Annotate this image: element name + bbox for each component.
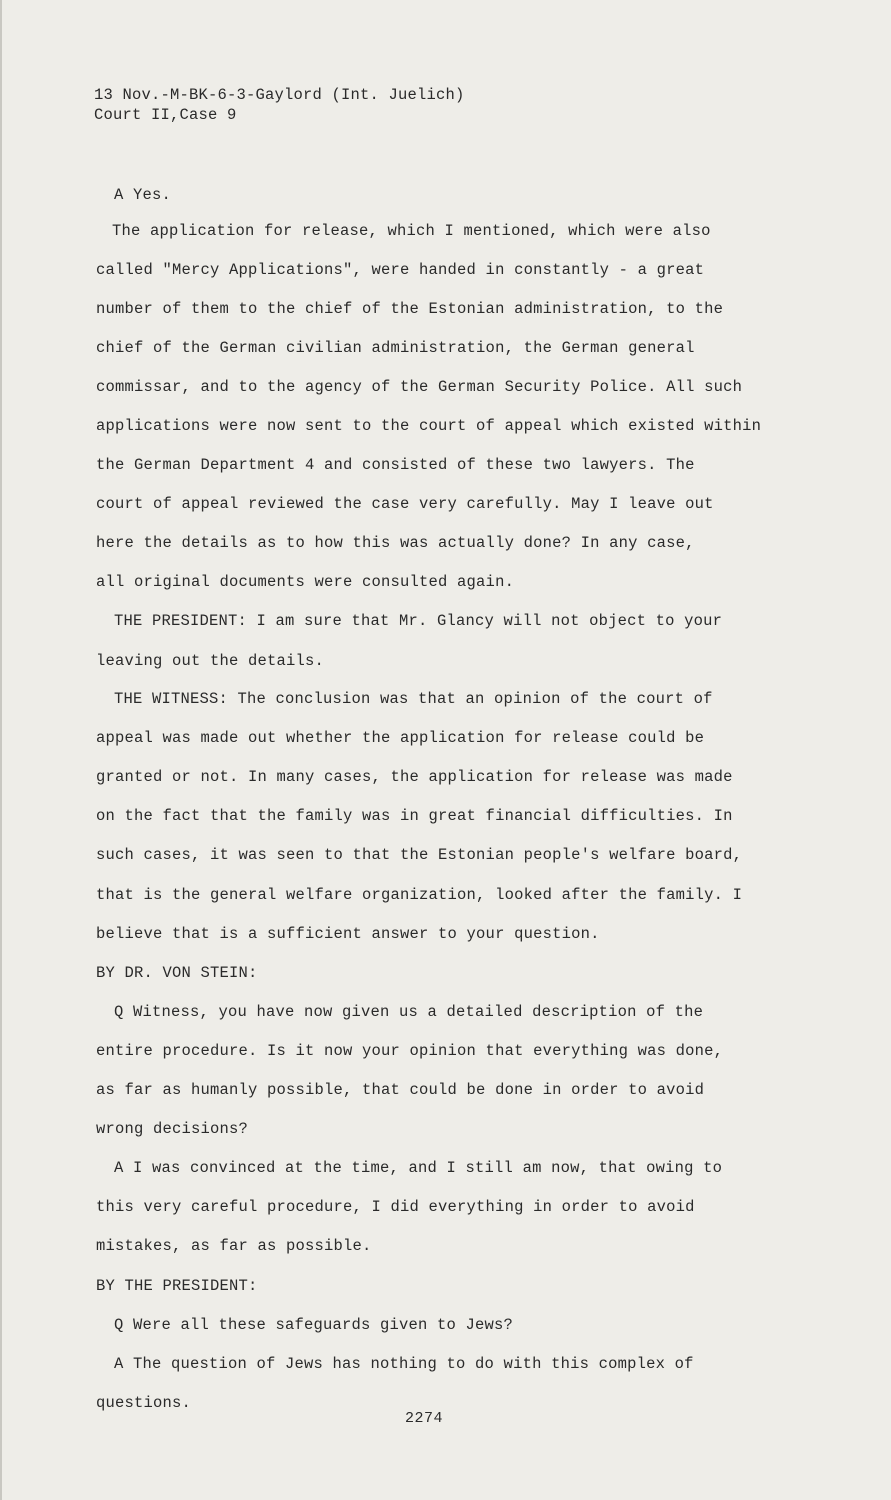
body-line: The application for release, which I mentioned, which were also xyxy=(112,222,711,240)
examiner-heading: BY DR. VON STEIN: xyxy=(96,964,258,982)
body-line: believe that is a sufficient answer to your question. xyxy=(96,925,600,943)
answer-line: A The question of Jews has nothing to do with this complex of xyxy=(114,1355,694,1373)
page-number: 2274 xyxy=(405,1410,444,1427)
answer-line: A I was convinced at the time, and I still am now, that owing to xyxy=(114,1159,723,1177)
question-line: Q Witness, you have now given us a detailed description of the xyxy=(114,1003,704,1021)
header-court-line: Court II,Case 9 xyxy=(94,106,237,124)
question-line: Q Were all these safeguards given to Jews? xyxy=(114,1316,514,1334)
examiner-heading: BY THE PRESIDENT: xyxy=(96,1277,258,1295)
body-line: appeal was made out whether the application for release could be xyxy=(96,729,705,747)
body-line: such cases, it was seen to that the Estonian people's welfare board, xyxy=(96,846,743,864)
body-line: called "Mercy Applications", were handed in constantly - a great xyxy=(96,261,705,279)
body-line: number of them to the chief of the Estonian administration, to the xyxy=(96,300,724,318)
answer-line: A Yes. xyxy=(114,186,172,204)
body-line: questions. xyxy=(96,1394,192,1412)
witness-speech-line: THE WITNESS: The conclusion was that an opinion of the court of xyxy=(114,690,713,708)
body-line: leaving out the details. xyxy=(96,652,325,670)
body-line: commissar, and to the agency of the German Security Police. All such xyxy=(96,378,743,396)
body-line: court of appeal reviewed the case very carefully. May I leave out xyxy=(96,495,714,513)
body-line: here the details as to how this was actually done? In any case, xyxy=(96,534,695,552)
body-line: this very careful procedure, I did everything in order to avoid xyxy=(96,1198,695,1216)
body-line: as far as humanly possible, that could be done in order to avoid xyxy=(96,1081,705,1099)
body-line: wrong decisions? xyxy=(96,1120,249,1138)
body-line: applications were now sent to the court of appeal which existed within xyxy=(96,417,762,435)
body-line: granted or not. In many cases, the application for release was made xyxy=(96,768,733,786)
body-line: mistakes, as far as possible. xyxy=(96,1237,372,1255)
body-line: the German Department 4 and consisted of these two lawyers. The xyxy=(96,456,695,474)
header-session-line: 13 Nov.-M-BK-6-3-Gaylord (Int. Juelich) xyxy=(94,86,465,104)
body-line: that is the general welfare organization, looked after the family. I xyxy=(96,886,743,904)
president-speech-line: THE PRESIDENT: I am sure that Mr. Glancy will not object to your xyxy=(114,612,723,630)
body-line: entire procedure. Is it now your opinion that everything was done, xyxy=(96,1042,724,1060)
body-line: chief of the German civilian administration, the German general xyxy=(96,339,695,357)
body-line: all original documents were consulted again. xyxy=(96,573,515,591)
body-line: on the fact that the family was in great financial difficulties. In xyxy=(96,807,733,825)
